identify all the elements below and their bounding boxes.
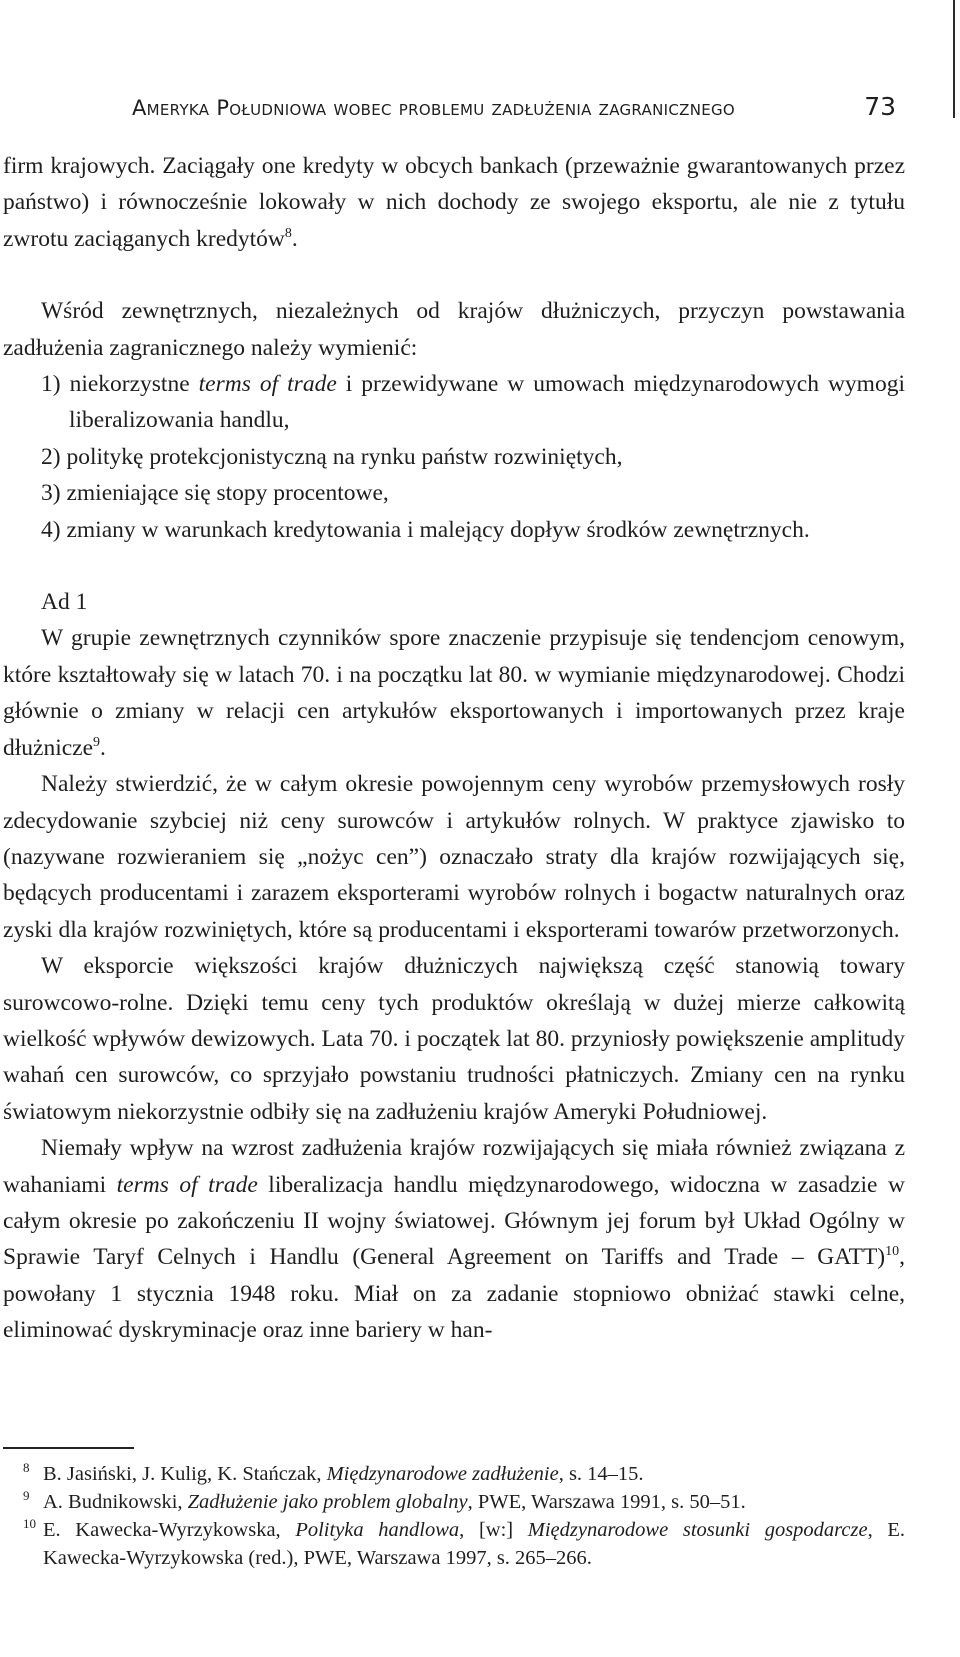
footnote-ref-9[interactable]: 9 <box>93 734 101 750</box>
paragraph-1: firm krajowych. Zaciągały one kredyty w obcych bankach (przeważnie gwarantowanych przez państwo) i równocześnie lokowały w nich dochody ze swojego eksportu, ale nie z tytułu zwrotu zaciąganych kredytów$^8$. <box>3 153 905 252</box>
page-edge-rule <box>953 0 955 118</box>
footnote-9: 9 A. Budnikowski, Zadłużenie jako problem globalny, PWE, Warszawa 1991, s. 50–51. <box>23 1488 746 1513</box>
paragraph-2: Wśród zewnętrznych, niezależnych od krajów dłużniczych, przyczyn powstawania zadłużenia zagranicznego należy wymienić: <box>3 298 905 361</box>
footnote-8: 8 B. Jasiński, J. Kulig, K. Stańczak, Międzynarodowe zadłużenie, s. 14–15. <box>23 1460 644 1485</box>
running-header <box>132 92 902 128</box>
list-item-4: 4) zmiany w warunkach kredytowania i malejący dopływ środków zewnętrznych. <box>41 516 810 543</box>
paragraph-5: W eksporcie większości krajów dłużniczych największą część stanowią towary surowcowo-rolne. Dzięki temu ceny tych produktów określają w dużej mierze całkowitą wielkość wpływów dewizowych. Lata 70. i początek lat 80. przyniosły powiększenie amplitudy wahań cen surowców, co sprzyjało powstaniu trudności płatniczych. Zmiany cen na rynku światowym niekorzystnie odbiły się na zadłużeniu krajów Ameryki Południowej. <box>3 953 905 1125</box>
footnote-ref-10[interactable]: 10 <box>885 1244 900 1260</box>
footnote-10: 10 E. Kawecka-Wyrzykowska, Polityka handlowa, [w:] Międzynarodowe stosunki gospodarcze, E. Kawecka-Wyrzykowska (red.), PWE, Warszawa 1997, s. 265–266. <box>23 1516 906 1569</box>
paragraph-6: Niemały wpływ na wzrost zadłużenia krajów rozwijających się miała również związana z wahaniami terms of trade liberalizacja handlu międzynarodowego, widoczna w zasadzie w całym okresie po zakończeniu II wojny światowej. Głównym jej forum był Układ Ogólny w Sprawie Taryf Celnych i Handlu (General Agreement on Tariffs and Trade – GATT)$^{10}$, powołany 1 stycznia 1948 roku. Miał on za zadanie stopniowo obniżać stawki celne, eliminować dyskryminacje oraz inne bariery w han- <box>3 1135 905 1344</box>
paragraph-3: W grupie zewnętrznych czynników spore znaczenie przypisuje się tendencjom cenowym, które kształtowały się w latach 70. i na początku lat 80. w wymianie międzynarodowej. Chodzi głównie o zmiany w relacji cen artykułów eksportowanych i importowanych przez kraje dłużnicze$^9$. <box>3 625 905 761</box>
paragraph-4: Należy stwierdzić, że w całym okresie powojennym ceny wyrobów przemysłowych rosły zdecydowanie szybciej niż ceny surowców i artykułów rolnych. W praktyce zjawisko to (nazywane rozwieraniem się „nożyc cen”) oznaczało straty dla krajów rozwijających się, będących producentami i zarazem eksporterami wyrobów rolnych i bogactw naturalnych oraz zyski dla krajów rozwiniętych, które są producentami i eksporterami towarów przetworzonych. <box>3 771 905 943</box>
page-number: 73 <box>864 92 896 121</box>
footnote-ref-8[interactable]: 8 <box>284 225 292 241</box>
section-heading: Ad 1 <box>41 589 88 616</box>
running-title: Ameryka Południowa wobec problemu zadłużenia zagranicznego <box>132 96 736 120</box>
list-item-1: 1) niekorzystne terms of trade i przewidywane w umowach międzynarodowych wymogi liberalizowania handlu, <box>41 371 905 434</box>
list-item-3: 3) zmieniające się stopy procentowe, <box>41 480 389 507</box>
footnote-separator <box>3 1447 134 1449</box>
body-text <box>3 148 905 1349</box>
footnotes <box>3 1460 905 1572</box>
list-item-2: 2) politykę protekcjonistyczną na rynku państw rozwiniętych, <box>41 443 623 470</box>
